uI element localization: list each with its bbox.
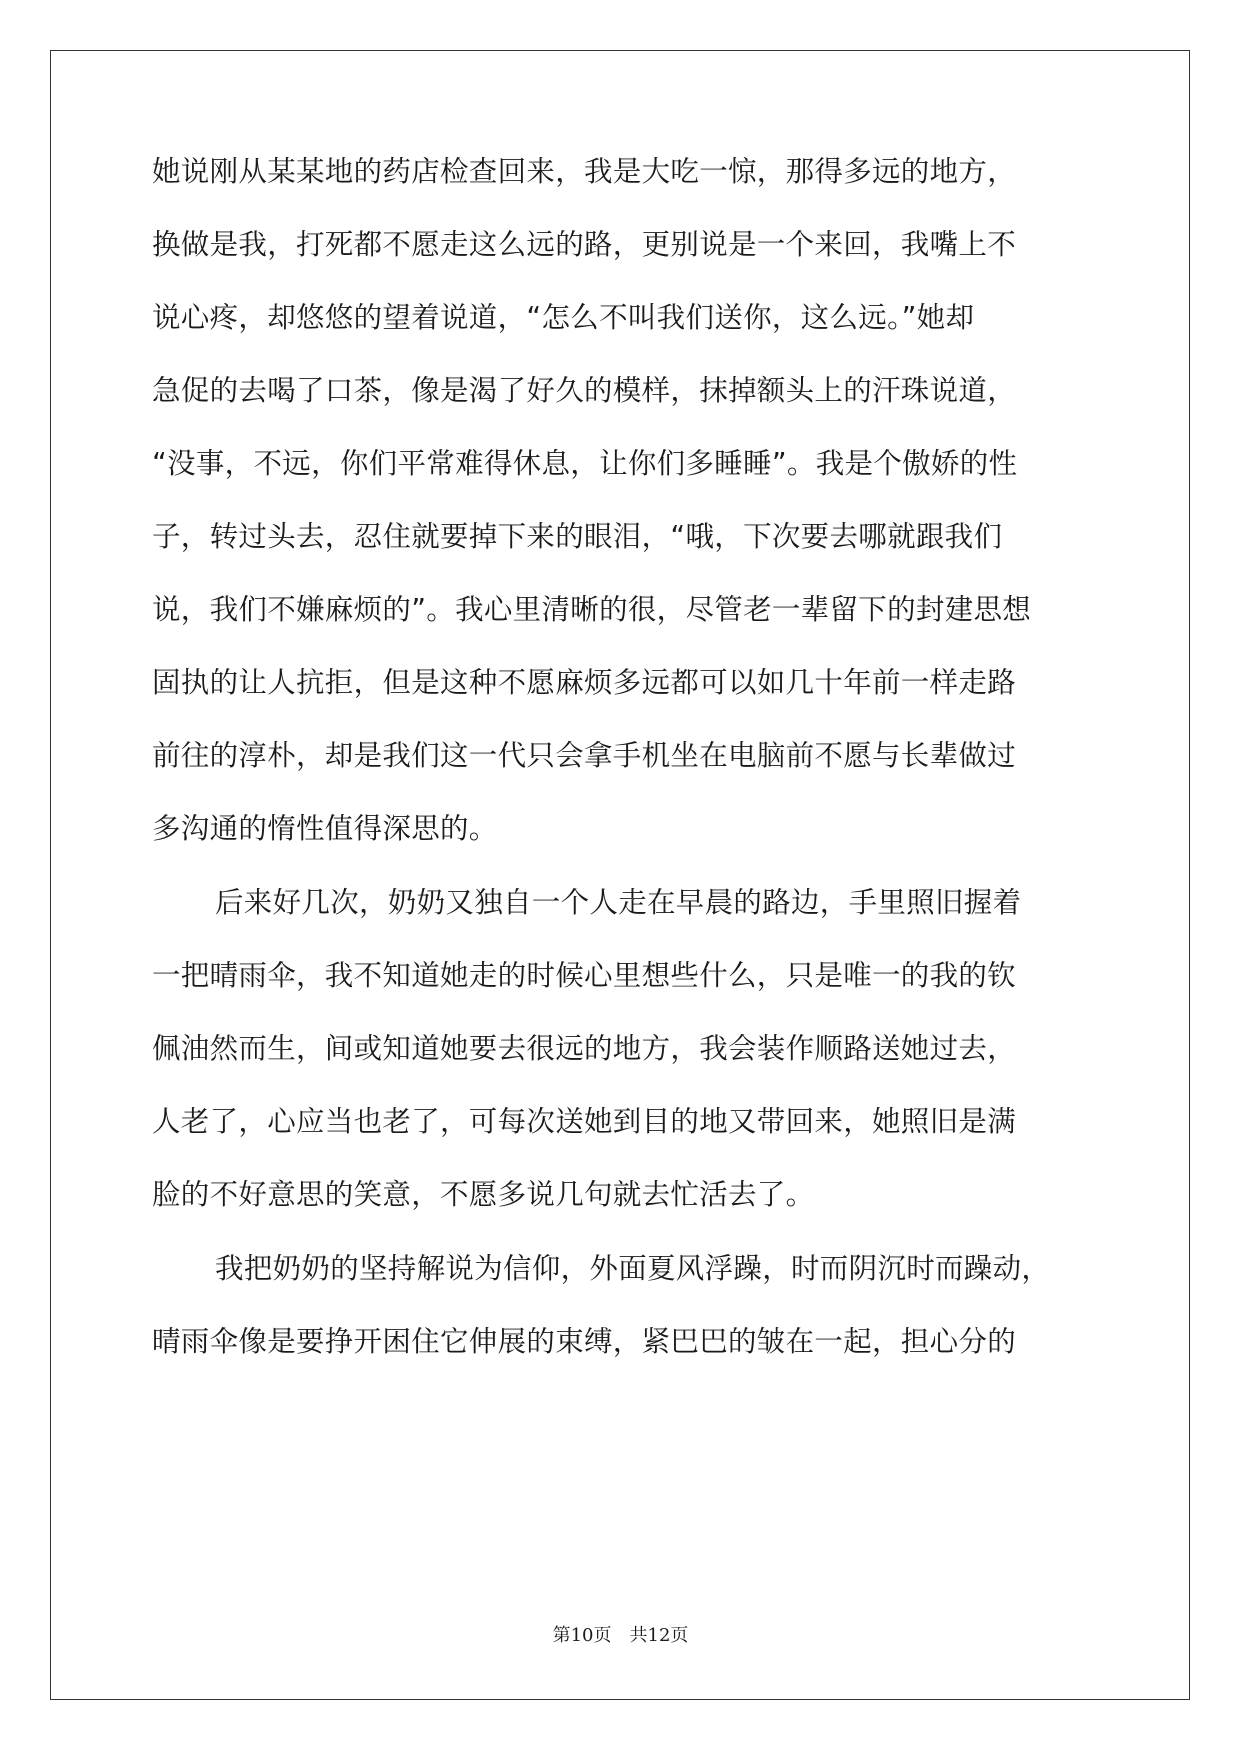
text-line: 说心疼，却悠悠的望着说道，“怎么不叫我们送你，这么远。”她却 — [152, 301, 975, 334]
text-line: 多沟通的惰性值得深思的。 — [152, 812, 498, 845]
text-line: 换做是我，打死都不愿走这么远的路，更别说是一个来回，我嘴上不 — [152, 228, 1017, 261]
text-line: 前往的淳朴，却是我们这一代只会拿手机坐在电脑前不愿与长辈做过 — [152, 739, 1017, 772]
text-line: 佩油然而生，间或知道她要去很远的地方，我会装作顺路送她过去， — [152, 1032, 1017, 1065]
text-line: 固执的让人抗拒，但是这种不愿麻烦多远都可以如几十年前一样走路 — [152, 666, 1017, 699]
text-line: 脸的不好意思的笑意，不愿多说几句就去忙活去了。 — [152, 1178, 815, 1211]
text-line: 她说刚从某某地的药店检查回来，我是大吃一惊，那得多远的地方， — [152, 155, 1017, 188]
paragraph-first-line: 后来好几次，奶奶又独自一个人走在早晨的路边，手里照旧握着 — [215, 886, 1022, 919]
text-line: “没事，不远，你们平常难得休息，让你们多睡睡”。我是个傲娇的性 — [152, 447, 1018, 480]
page-number-footer: 第10页 共12页 — [552, 1625, 689, 1646]
text-line: 晴雨伞像是要挣开困住它伸展的束缚，紧巴巴的皱在一起，担心分的 — [152, 1325, 1017, 1358]
paragraph-first-line: 我把奶奶的坚持解说为信仰，外面夏风浮躁，时而阴沉时而躁动， — [215, 1252, 1051, 1285]
text-line: 说，我们不嫌麻烦的”。我心里清晰的很，尽管老一辈留下的封建思想 — [152, 593, 1032, 626]
text-line: 急促的去喝了口茶，像是渴了好久的模样，抹掉额头上的汗珠说道， — [152, 374, 1017, 407]
text-line: 子，转过头去，忍住就要掉下来的眼泪，“哦，下次要去哪就跟我们 — [152, 520, 1003, 553]
text-line: 一把晴雨伞，我不知道她走的时候心里想些什么，只是唯一的我的钦 — [152, 959, 1017, 992]
text-line: 人老了，心应当也老了，可每次送她到目的地又带回来，她照旧是满 — [152, 1105, 1017, 1138]
